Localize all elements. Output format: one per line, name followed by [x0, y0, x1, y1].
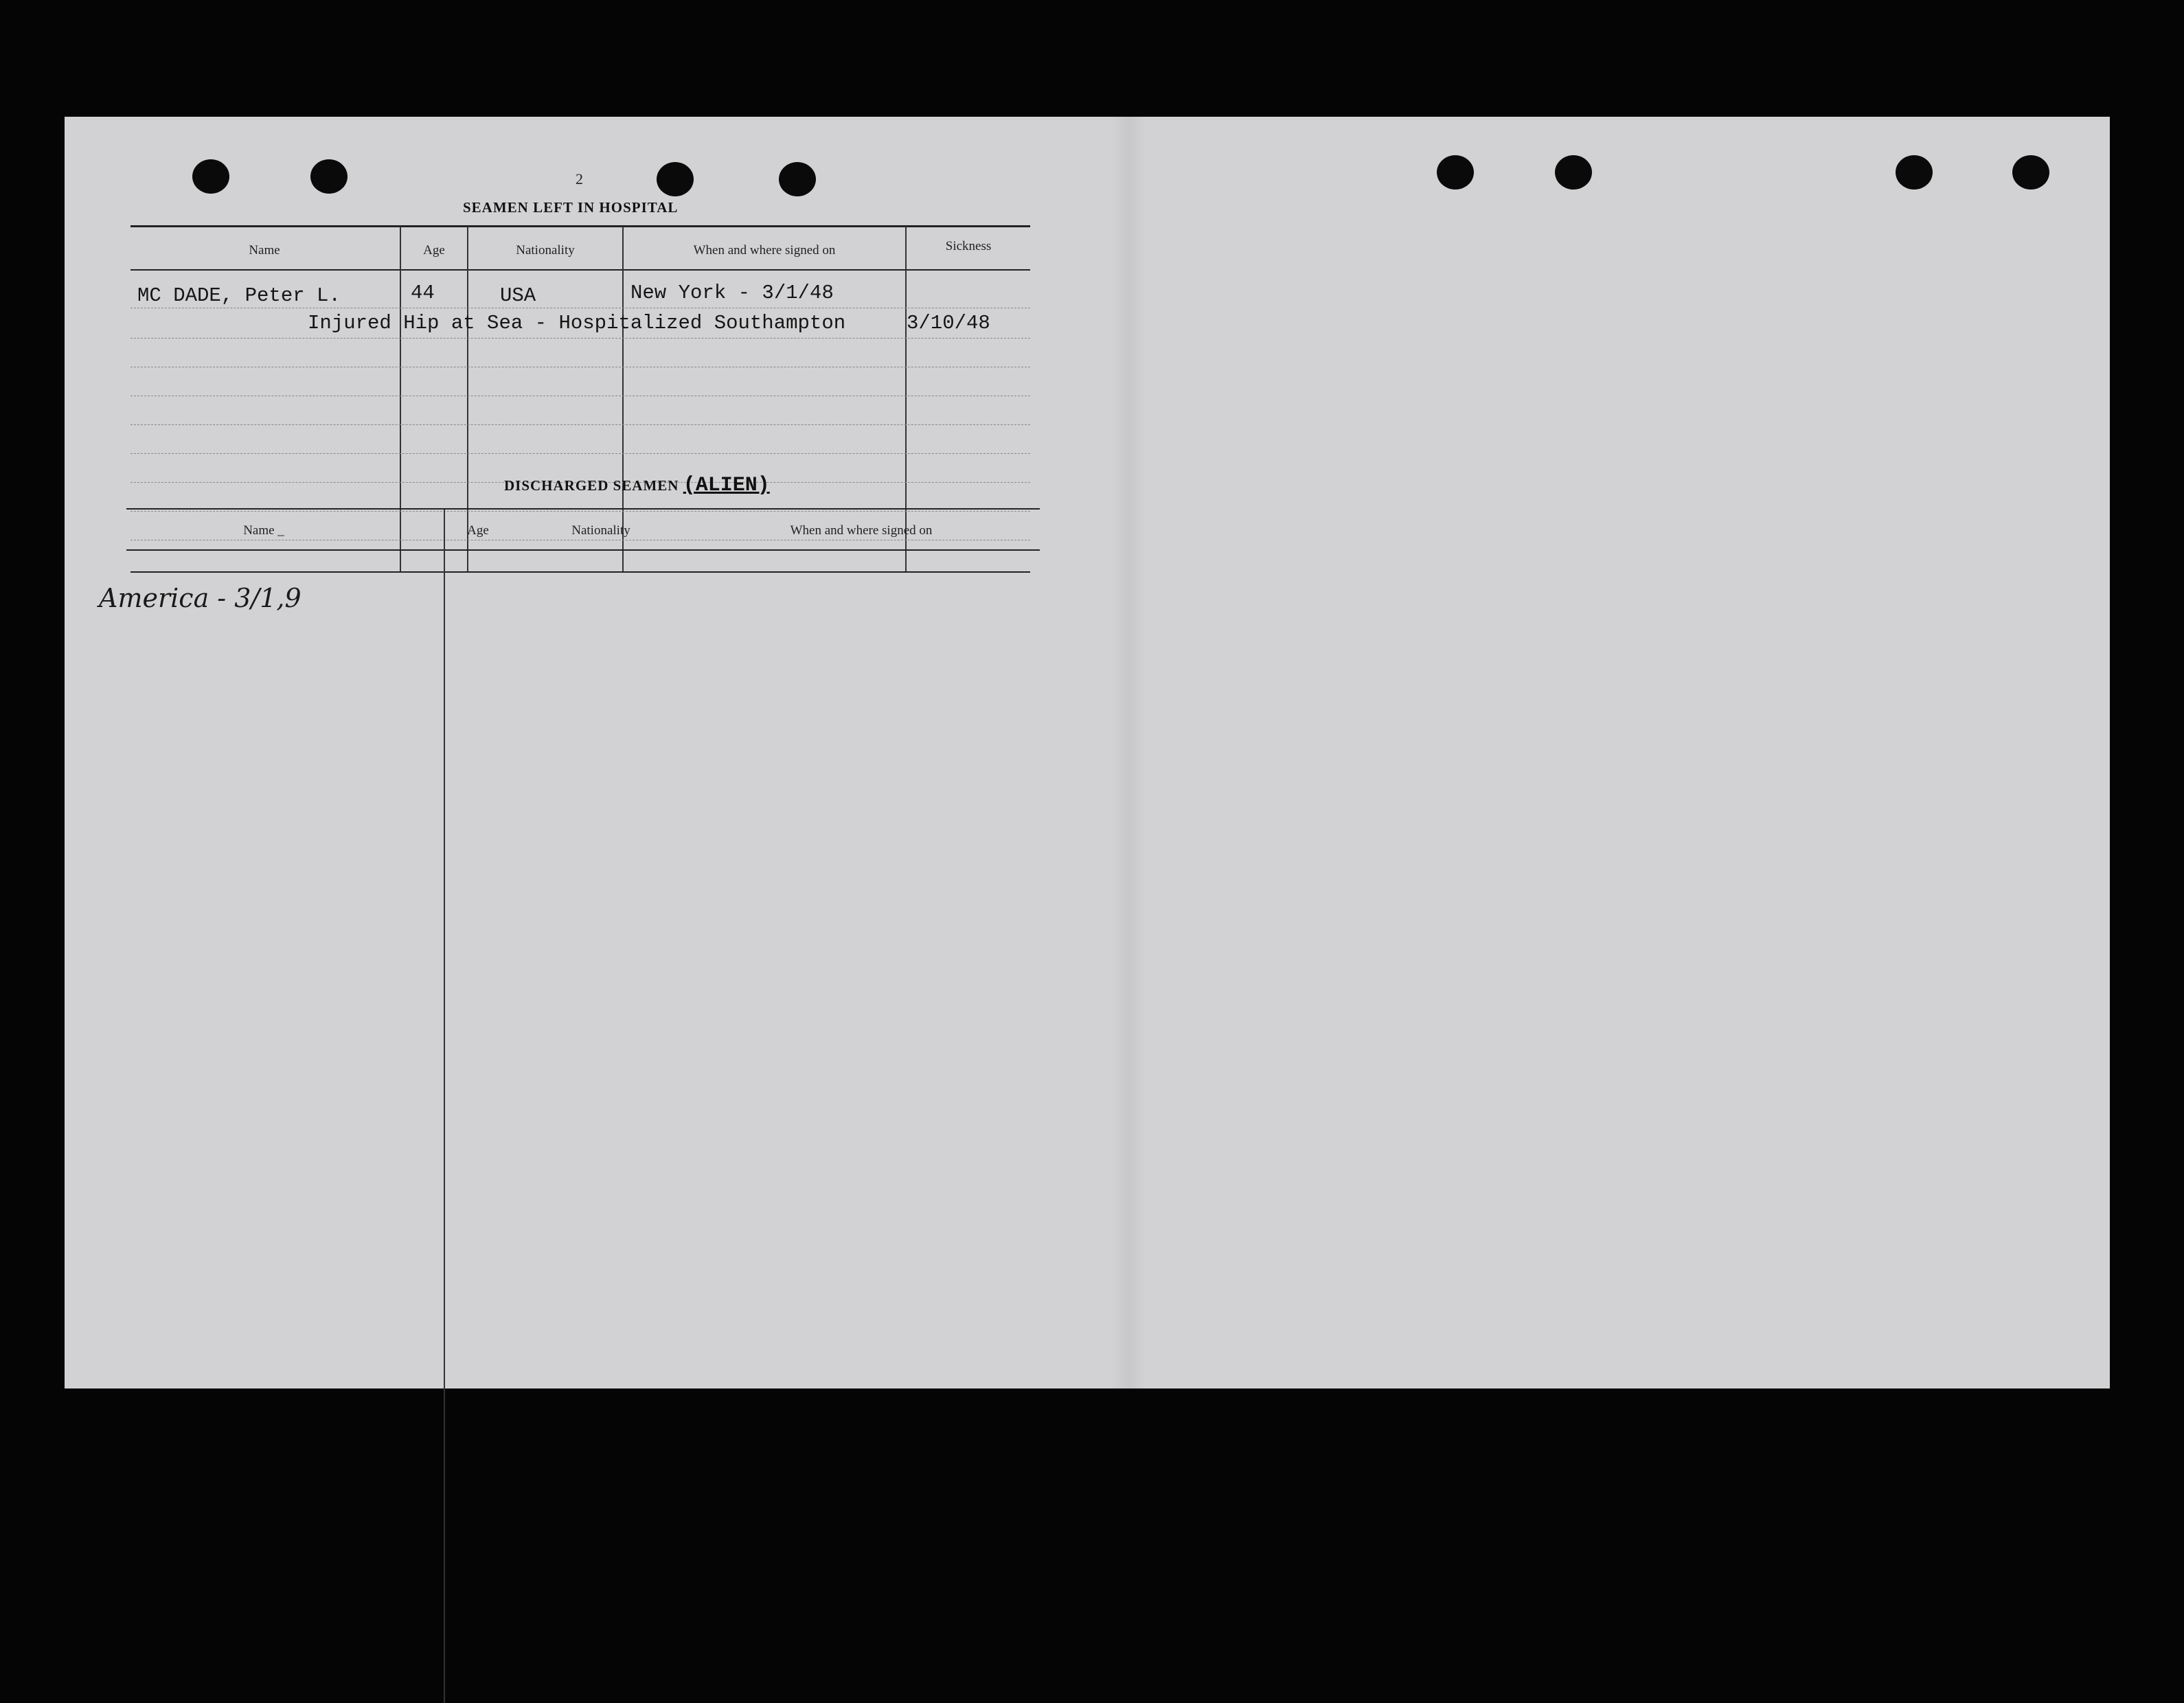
- ruled-line: [130, 511, 1030, 512]
- binder-hole: [1896, 155, 1933, 190]
- ledger-sheet: [65, 117, 2110, 1388]
- col-header-name: Name: [249, 243, 280, 258]
- page-fold: [1111, 117, 1146, 1388]
- col-header-nationality: Nationality: [516, 243, 575, 258]
- page-number: 2: [576, 170, 583, 187]
- hospital-section-title: SEAMEN LEFT IN HOSPITAL: [463, 199, 679, 216]
- binder-hole: [2012, 155, 2049, 190]
- hospital-top-rule: [130, 225, 1030, 227]
- column-divider: [905, 227, 907, 571]
- hospital-entry-signed-on: New York - 3/1/48: [630, 282, 834, 304]
- hospital-entry-sickness-date: 3/10/48: [907, 312, 990, 334]
- column-divider: [400, 227, 401, 571]
- binder-hole: [192, 159, 229, 194]
- alien-label: (ALIEN): [683, 474, 770, 497]
- column-divider: [467, 227, 468, 571]
- discharged-title-text: DISCHARGED SEAMEN: [504, 477, 679, 494]
- column-divider: [444, 510, 445, 1703]
- ruled-line: [130, 424, 1030, 425]
- discharged-title: [504, 474, 770, 497]
- hospital-entry-nationality: USA: [500, 284, 536, 307]
- col-header-name: Name _: [243, 523, 284, 538]
- hospital-entry-name: MC DADE, Peter L.: [137, 284, 341, 307]
- binder-hole: [310, 159, 348, 194]
- hospital-bottom-rule: [130, 571, 1030, 573]
- col-header-nationality: Nationality: [571, 523, 630, 538]
- hospital-entry-age: 44: [411, 282, 435, 304]
- hospital-header-rule: [130, 269, 1030, 271]
- col-header-age: Age: [467, 523, 489, 538]
- hospital-entry-note: Injured Hip at Sea - Hospitalized Southampton: [308, 312, 846, 334]
- binder-hole: [657, 162, 694, 196]
- handwritten-annotation: America - 3/1,9: [99, 583, 302, 613]
- binder-hole: [1437, 155, 1474, 190]
- col-header-signed-on: When and where signed on: [693, 243, 836, 258]
- discharged-top-rule: [126, 508, 1040, 510]
- col-header-age: Age: [423, 243, 445, 258]
- ruled-line: [130, 453, 1030, 454]
- column-divider: [622, 227, 624, 571]
- discharged-header-rule: [126, 549, 1040, 551]
- col-header-signed-on: When and where signed on: [790, 523, 933, 538]
- binder-hole: [1555, 155, 1592, 190]
- col-header-sickness: Sickness: [945, 239, 992, 253]
- ruled-line: [130, 338, 1030, 339]
- binder-hole: [779, 162, 816, 196]
